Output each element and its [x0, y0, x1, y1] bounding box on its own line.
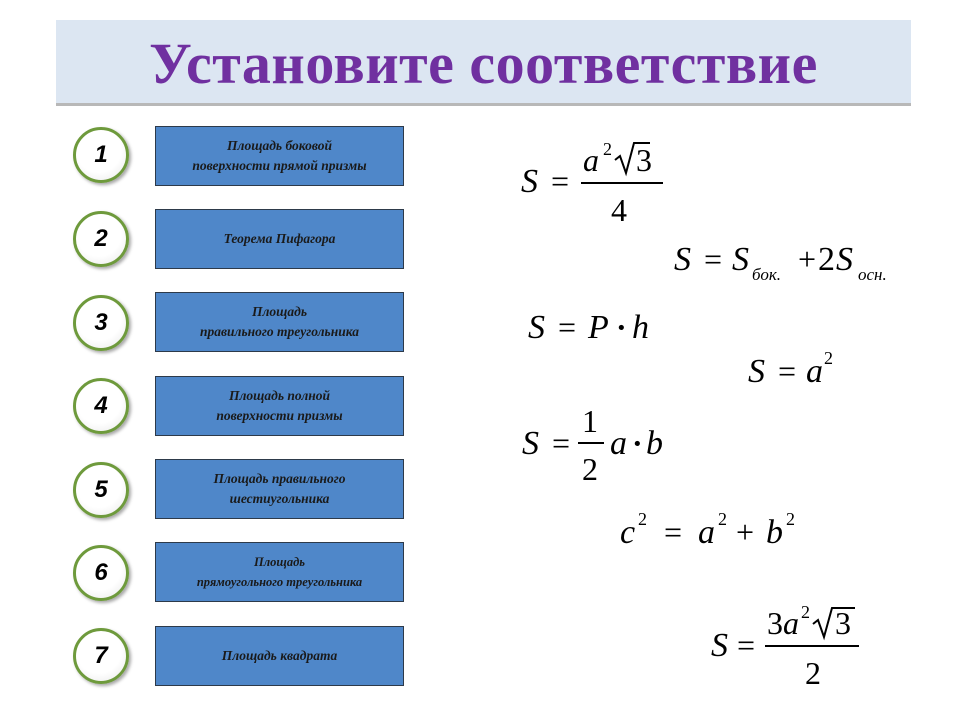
formula-s2: S: [836, 241, 853, 278]
term-box-6[interactable]: Площадь прямоугольного треугольника: [155, 542, 404, 602]
formula-full-surface-area[interactable]: [668, 236, 913, 286]
formula-root: 3: [835, 605, 851, 641]
number-circle-2: 2: [73, 211, 129, 267]
number-circle-1: 1: [73, 127, 129, 183]
formula-lhs: S: [521, 163, 538, 200]
formula-exp: 2: [824, 348, 833, 368]
formula-a: a: [698, 514, 715, 551]
formula-p: P: [588, 309, 609, 346]
number-circle-6: 6: [73, 545, 129, 601]
formula-a: a: [806, 353, 823, 390]
formula-lhs: S: [674, 241, 691, 278]
formula-eq: =: [704, 241, 723, 277]
term-box-7[interactable]: Площадь квадрата: [155, 626, 404, 686]
formula-c: c: [620, 514, 636, 551]
formula-eq: =: [664, 514, 683, 550]
formula-eq: =: [778, 353, 797, 389]
formula-exp: 2: [801, 602, 810, 622]
formula-b: b: [646, 425, 663, 462]
formula-num-root: 3: [636, 142, 652, 178]
formula-lhs: S: [522, 425, 539, 462]
formula-num: 1: [582, 403, 598, 439]
formula-num-exp: 2: [603, 139, 612, 159]
formula-lhs: S: [748, 353, 765, 390]
formula-lateral-area[interactable]: [522, 303, 662, 351]
formula-coef: 2: [818, 241, 835, 278]
formula-lhs: S: [711, 627, 728, 664]
number-circle-7: 7: [73, 628, 129, 684]
title-bar: [56, 20, 911, 106]
formula-a: a: [783, 605, 799, 641]
formula-den: 2: [582, 451, 598, 487]
formula-dot: ·: [616, 309, 627, 345]
formula-s1: S: [732, 241, 749, 278]
page-title: Установите соответствие: [149, 31, 818, 96]
term-box-3[interactable]: Площадь правильного треугольника: [155, 292, 404, 352]
formula-b: b: [766, 514, 783, 551]
term-box-5[interactable]: Площадь правильного шестиугольника: [155, 459, 404, 519]
formula-pythagorean[interactable]: [614, 505, 814, 557]
formula-eq: =: [737, 627, 756, 663]
term-box-2[interactable]: Теорема Пифагора: [155, 209, 404, 269]
formula-h: h: [632, 309, 649, 346]
term-box-4[interactable]: Площадь полной поверхности призмы: [155, 376, 404, 436]
formula-b-exp: 2: [786, 509, 795, 529]
formula-num-a: a: [583, 142, 599, 178]
formula-hexagon-area[interactable]: [705, 600, 870, 692]
formula-sub2: осн.: [858, 265, 887, 284]
formula-dot: ·: [632, 425, 643, 461]
formula-den: 4: [611, 192, 627, 228]
number-circle-3: 3: [73, 295, 129, 351]
formula-den: 2: [805, 655, 821, 691]
formula-eq: =: [558, 309, 577, 345]
formula-right-triangle-area[interactable]: [516, 398, 676, 490]
formula-a-exp: 2: [718, 509, 727, 529]
formula-eq: =: [552, 425, 571, 461]
formula-sub1: бок.: [752, 265, 782, 284]
formula-lhs: S: [528, 309, 545, 346]
formula-a: a: [610, 425, 627, 462]
number-circle-5: 5: [73, 462, 129, 518]
term-box-1[interactable]: Площадь боковой поверхности прямой призмы: [155, 126, 404, 186]
formula-regular-triangle-area[interactable]: [515, 135, 675, 231]
formula-c-exp: 2: [638, 509, 647, 529]
formula-square-area[interactable]: [742, 346, 852, 394]
number-circle-4: 4: [73, 378, 129, 434]
formula-plus: +: [798, 241, 817, 277]
formula-eq: =: [551, 163, 570, 199]
formula-coef: 3: [767, 605, 783, 641]
formula-plus: +: [736, 514, 755, 550]
